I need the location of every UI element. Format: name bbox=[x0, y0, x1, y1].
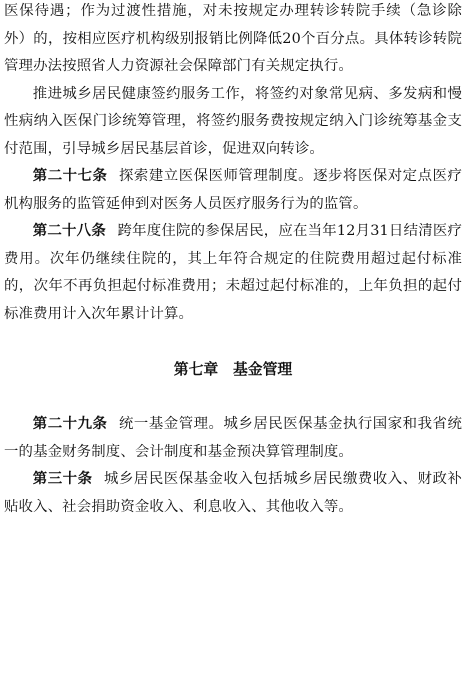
article-number: 第二十八条 bbox=[32, 223, 106, 239]
chapter-title: 基金管理 bbox=[233, 361, 293, 378]
paragraph-text: 城乡居民医保基金收入包括城乡居民缴费收入、财政补贴收入、社会捐助资金收入、利息收入、其他收入等。 bbox=[4, 471, 462, 515]
paragraph-article-27 bbox=[4, 163, 462, 218]
article-number: 第三十条 bbox=[32, 471, 93, 487]
article-number: 第二十九条 bbox=[32, 416, 108, 432]
paragraph-article-30 bbox=[4, 466, 462, 521]
paragraph-text: 医保待遇；作为过渡性措施，对未按规定办理转诊转院手续（急诊除外）的，按相应医疗机构级别报销比例降低20个百分点。具体转诊转院管理办法按照省人力资源社会保障部门有关规定执行。 bbox=[4, 3, 462, 74]
paragraph-health-signing bbox=[4, 81, 462, 164]
paragraph-article-29 bbox=[4, 411, 462, 466]
document-page bbox=[4, 0, 462, 521]
paragraph-text: 探索建立医保医师管理制度。逐步将医保对定点医疗机构服务的监管延伸到对医务人员医疗服务行为的监管。 bbox=[4, 168, 462, 212]
paragraph-text: 跨年度住院的参保居民，应在当年12月31日结清医疗费用。次年仍继续住院的，其上年符合规定的住院费用超过起付标准的，次年不再负担起付标准费用；未超过起付标准的，上年负担的起付标准费用计入次年累计计算。 bbox=[4, 223, 462, 322]
chapter-heading bbox=[4, 356, 462, 383]
chapter-number: 第七章 bbox=[173, 361, 219, 378]
paragraph-text: 推进城乡居民健康签约服务工作，将签约对象常见病、多发病和慢性病纳入医保门诊统筹管理，将签约服务费按规定纳入门诊统筹基金支付范围，引导城乡居民基层首诊，促进双向转诊。 bbox=[4, 85, 462, 157]
paragraph-continuation bbox=[4, 0, 462, 81]
paragraph-text: 统一基金管理。城乡居民医保基金执行国家和我省统一的基金财务制度、会计制度和基金预决算管理制度。 bbox=[4, 416, 462, 460]
article-number: 第二十七条 bbox=[32, 168, 108, 184]
paragraph-article-28 bbox=[4, 218, 462, 328]
